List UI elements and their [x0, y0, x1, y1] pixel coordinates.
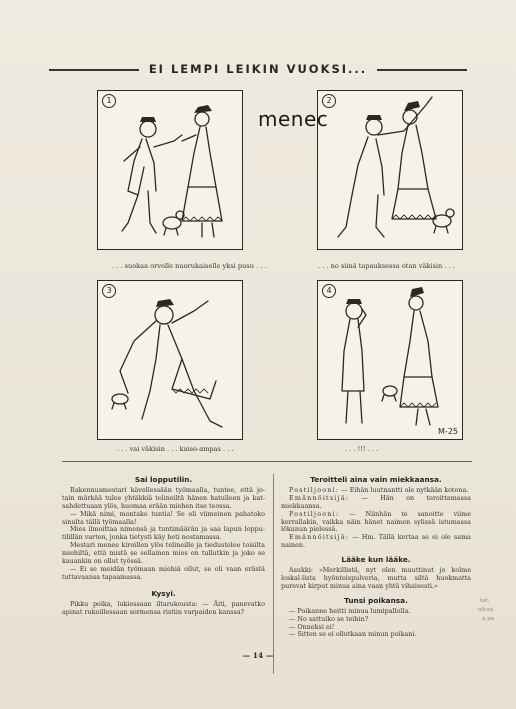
- dialogue-line: Emännöitsijä: — Hm. Tällä kertaa se ei ole sama nainen.: [281, 533, 471, 550]
- panel-number-badge: 3: [102, 284, 116, 298]
- panel-number-badge: 1: [102, 94, 116, 108]
- panel-3-drawing: [98, 281, 242, 439]
- comic-panel-1: [97, 90, 243, 250]
- speaker-name: Emännöitsijä:: [289, 493, 350, 502]
- story-title: Teroitteli aina vain miekkaansa.: [310, 475, 442, 484]
- comic-panel-2: [317, 90, 463, 250]
- left-text-column: [62, 476, 265, 617]
- panel-number-badge: 4: [322, 284, 336, 298]
- paragraph: Mestari menee kiroillen ylös telineille ja tiedustelee toisilta miehiltä, että mistä se sellainen mies on tullutkin ja joko se kauankin on ollut työssä.: [62, 541, 265, 566]
- margin-note: olkva.: [478, 607, 495, 613]
- dialogue-line: — Poikanne heitti minua lumipallolla.: [289, 606, 411, 615]
- right-text-column: [281, 476, 471, 639]
- paragraph: Pikku poika, lukiessaan iltarukousta: — Äiti, panevatko apinat rukoillessaan sormensa ristiin varpaiden kanssa?: [62, 599, 265, 616]
- dialogue-line: Postiljooni: — Niinhän te sanoitte viime kerrallakin, vaikka näin hänet naimen sylissä istumassa lökunun pielessä.: [281, 509, 471, 534]
- paragraph: Asukki: »Merkillistä, nyt olen muuttinut jo kolme loskal-lista hyönteispulveria, mutta siltä huokmatta purevat kirput minua aina vaan yhtä vihaisesti.»: [281, 566, 471, 590]
- paragraph: — Ei se meidän työmaan miehiä ollut, se oli vaan erästä tuttavaansa tapaamassa.: [62, 564, 265, 581]
- panel-number-badge: 2: [322, 94, 336, 108]
- panel-4-caption: . . . !!! . . .: [345, 445, 379, 453]
- page-number: — 14 —: [242, 651, 274, 660]
- story-title: Sai lopputilin.: [134, 475, 193, 484]
- story-title: Lääke kun lääke.: [341, 555, 411, 565]
- paragraph: Rakennusmestari kävellessään työmaalla, tuntee, että jo-tain märkää tulee yhtäkkiä telineiltä hänen hatulleen ja kat-sahdettuaan ylös, huomaa erään miehen itse teossa.: [62, 485, 265, 510]
- paragraph: Mies ilmoittaa nimensä ja tuntimäärän ja saa lapun loppu-tilillän varten, jonka tietysti käy heti nostamassa.: [62, 525, 265, 542]
- section-divider: [62, 461, 472, 462]
- comic-heading: EI LEMPI LEIKIN VUOKSI...: [0, 62, 516, 76]
- column-divider: [273, 474, 274, 674]
- story-title: Kysyi.: [151, 588, 176, 598]
- panel-2-caption: . . . no siinä tapauksessa otan väkisin . . .: [318, 262, 455, 270]
- comic-panel-3: [97, 280, 243, 440]
- panel-3-caption: . . . vai väkisin . . . kaiso-ampas . . .: [117, 445, 234, 453]
- story-title: Tunsi poikansa.: [344, 595, 408, 605]
- panel-1-caption: . . . suokaa orvolle nuorukaiselle yksi pusu . . .: [112, 262, 267, 270]
- speaker-name: Postiljooni:: [289, 509, 340, 518]
- panel-2-drawing: [318, 91, 462, 249]
- dialogue-line: — Sitten se ei ollutkaan minun poikani.: [289, 630, 417, 639]
- margin-note: tat,: [480, 598, 490, 604]
- artist-signature: M-25: [438, 427, 458, 436]
- paragraph: — Mikä nimi, montako tuntia! Se oli viimeinen pahatoko sinulta tällä työmaalla!: [62, 509, 265, 526]
- panel-4-drawing: [318, 281, 462, 439]
- dialogue-line: Emännöitsijä: — Hän on teroittamassa miekkaansa.: [281, 493, 471, 510]
- comic-panel-4: [317, 280, 463, 440]
- speaker-name: Emännöitsijä:: [289, 533, 350, 542]
- watermark-text: menec: [258, 107, 329, 131]
- speaker-name: Postiljooni:: [289, 485, 340, 494]
- margin-note: a pa: [482, 616, 495, 622]
- dialogue-line: Postiljooni: — Eihän luutnantti ole nytkään kotona.: [289, 485, 469, 494]
- panel-1-drawing: [98, 91, 242, 249]
- dialogue-line: — Onneksi ei!: [289, 622, 335, 631]
- dialogue-line: — No sattuiko se teihin?: [289, 614, 369, 623]
